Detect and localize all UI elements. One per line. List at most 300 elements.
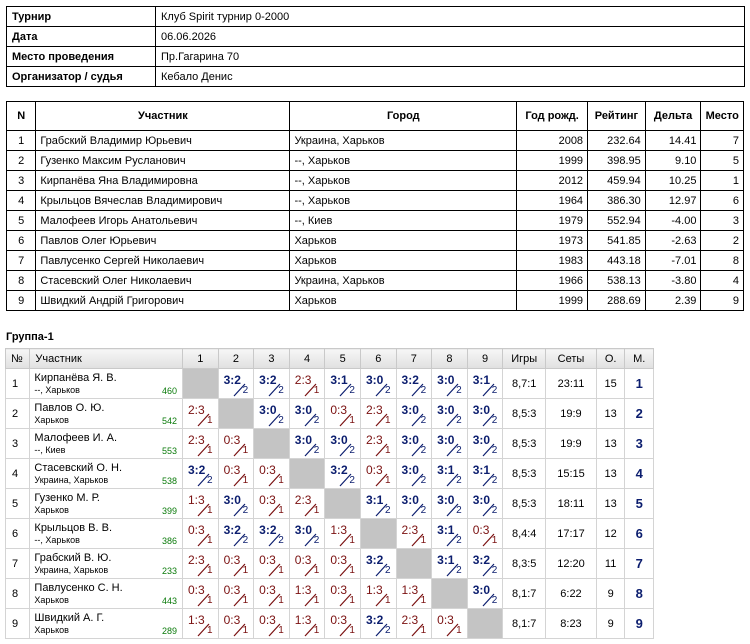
participant-rating: 542 — [161, 416, 177, 426]
table-row — [6, 519, 654, 549]
participant-name: Гузенко Максим Русланович — [36, 151, 290, 171]
match-points: 1 — [207, 595, 213, 606]
match-points: 2 — [491, 595, 498, 606]
participant-cell — [30, 399, 183, 429]
table-row — [6, 579, 654, 609]
table-row — [7, 191, 744, 211]
participant-city: Харьков — [34, 505, 69, 515]
match-points: 2 — [491, 505, 498, 516]
participants-table — [6, 101, 744, 311]
info-value: Пр.Гагарина 70 — [156, 47, 745, 67]
match-points: 2 — [242, 535, 249, 546]
match-points: 1 — [207, 415, 213, 426]
match-points: 1 — [278, 505, 284, 516]
match-score: 3:0 — [472, 433, 491, 447]
match-points: 1 — [349, 535, 355, 546]
points-result: 15 — [596, 369, 624, 399]
match-points: 1 — [456, 625, 462, 636]
table-row — [6, 459, 654, 489]
match-result — [360, 369, 396, 399]
participant-rating: 459.94 — [588, 171, 646, 191]
participant-name: Кирпанёва Я. В. — [34, 372, 117, 384]
match-result — [360, 459, 396, 489]
participant-name: Кирпанёва Яна Владимировна — [36, 171, 290, 191]
participant-name: Малофеев Игорь Анатольевич — [36, 211, 290, 231]
participants-header: Место — [701, 102, 744, 131]
match-score: 0:3 — [259, 583, 276, 597]
participant-birth-year: 1999 — [517, 291, 588, 311]
info-key: Дата — [7, 27, 156, 47]
match-score: 1:3 — [401, 583, 419, 597]
match-result — [360, 399, 396, 429]
row-number: 4 — [6, 459, 30, 489]
participant-place: 6 — [701, 191, 744, 211]
match-points: 1 — [278, 475, 284, 486]
col-points: О. — [596, 349, 624, 369]
match-score: 1:3 — [330, 523, 348, 537]
diagonal-cell — [360, 519, 396, 549]
match-score: 3:0 — [401, 433, 419, 447]
match-result — [289, 549, 325, 579]
participant-cell — [30, 549, 183, 579]
match-result — [218, 609, 254, 639]
info-key: Организатор / судья — [7, 67, 156, 87]
match-score: 3:1 — [472, 373, 491, 387]
match-score: 1:3 — [187, 493, 205, 507]
match-result — [218, 489, 254, 519]
match-score: 2:3 — [401, 613, 419, 627]
match-points: 2 — [207, 475, 213, 486]
place-result: 9 — [625, 609, 654, 639]
info-value: Кебало Денис — [156, 67, 745, 87]
match-score: 0:3 — [223, 583, 241, 597]
sets-result: 12:20 — [546, 549, 597, 579]
participant-place: 2 — [701, 231, 744, 251]
match-result — [182, 519, 218, 549]
participant-rating: 538.13 — [588, 271, 646, 291]
match-score: 1:3 — [294, 583, 312, 597]
place-result: 7 — [625, 549, 654, 579]
match-result — [218, 369, 254, 399]
match-score: 3:0 — [294, 433, 313, 447]
participant-name: Малофеев И. А. — [34, 432, 118, 444]
match-result — [325, 459, 361, 489]
participant-rating: 398.95 — [588, 151, 646, 171]
match-score: 3:0 — [223, 493, 241, 507]
col-opponent: 1 — [182, 349, 218, 369]
match-result — [467, 519, 503, 549]
col-opponent: 9 — [467, 349, 503, 369]
participant-name: Стасевский О. Н. — [34, 462, 123, 474]
match-points: 2 — [456, 415, 462, 426]
place-result: 5 — [625, 489, 654, 519]
match-score: 1:3 — [294, 613, 312, 627]
table-row — [7, 231, 744, 251]
participant-cell — [30, 519, 183, 549]
row-number: 8 — [6, 579, 30, 609]
participant-rating: 289 — [161, 626, 177, 636]
match-points: 1 — [278, 565, 284, 576]
match-score: 1:3 — [187, 613, 205, 627]
col-place: М. — [625, 349, 654, 369]
sets-result: 17:17 — [546, 519, 597, 549]
match-score: 0:3 — [294, 553, 312, 567]
info-row — [7, 7, 745, 27]
match-points: 2 — [456, 475, 462, 486]
col-opponent: 3 — [254, 349, 290, 369]
row-number: 6 — [6, 519, 30, 549]
diagonal-cell — [467, 609, 503, 639]
participant-rating: 443 — [161, 596, 177, 606]
match-score: 2:3 — [294, 493, 312, 507]
match-score: 2:3 — [187, 403, 205, 417]
participant-city: Харьков — [290, 251, 517, 271]
match-score: 3:2 — [259, 373, 277, 387]
sets-result: 19:9 — [546, 399, 597, 429]
match-points: 1 — [349, 595, 355, 606]
match-points: 2 — [456, 445, 462, 456]
match-points: 2 — [456, 535, 462, 546]
match-score: 0:3 — [187, 523, 205, 537]
match-score: 3:0 — [437, 493, 455, 507]
match-score: 2:3 — [365, 403, 383, 417]
sets-result: 6:22 — [546, 579, 597, 609]
match-result — [467, 399, 503, 429]
match-points: 2 — [278, 535, 284, 546]
match-result — [254, 579, 290, 609]
match-result — [432, 399, 468, 429]
match-result — [360, 579, 396, 609]
match-result — [254, 399, 290, 429]
participant-city: Харьков — [34, 595, 69, 605]
games-result: 8,4:4 — [503, 519, 546, 549]
match-result — [254, 519, 290, 549]
match-result — [396, 429, 432, 459]
match-score: 3:0 — [294, 523, 313, 537]
match-result — [360, 609, 396, 639]
match-score: 0:3 — [223, 433, 241, 447]
participant-cell — [30, 489, 183, 519]
participant-place: 5 — [701, 151, 744, 171]
match-points: 1 — [313, 505, 320, 516]
participant-name: Швидкий Андрій Григорович — [36, 291, 290, 311]
match-result — [432, 519, 468, 549]
participant-cell — [30, 579, 183, 609]
match-points: 2 — [384, 505, 391, 516]
participant-place: 4 — [701, 271, 744, 291]
table-row — [6, 549, 654, 579]
participant-name: Швидкий А. Г. — [34, 612, 105, 624]
participant-cell — [30, 459, 183, 489]
match-points: 2 — [242, 505, 249, 516]
info-row — [7, 47, 745, 67]
info-value: 06.06.2026 — [156, 27, 745, 47]
match-score: 0:3 — [330, 403, 348, 417]
table-row — [6, 399, 654, 429]
match-result — [254, 459, 290, 489]
participant-name: Крыльцов В. В. — [34, 522, 113, 534]
table-row — [7, 151, 744, 171]
col-opponent: 5 — [325, 349, 361, 369]
col-games: Игры — [503, 349, 546, 369]
match-result — [432, 609, 468, 639]
match-result — [432, 459, 468, 489]
match-points: 1 — [420, 625, 427, 636]
participant-cell — [30, 609, 183, 639]
participant-birth-year: 2008 — [517, 131, 588, 151]
participant-cell — [30, 429, 183, 459]
match-points: 2 — [313, 445, 320, 456]
points-result: 12 — [596, 519, 624, 549]
match-score: 3:0 — [401, 403, 419, 417]
participant-name: Стасевский Олег Николаевич — [36, 271, 290, 291]
match-points: 1 — [242, 565, 249, 576]
participant-rating: 553 — [161, 446, 177, 456]
participant-delta: -3.80 — [645, 271, 701, 291]
table-row — [7, 251, 744, 271]
table-row — [7, 271, 744, 291]
match-points: 1 — [491, 535, 498, 546]
games-result: 8,5:3 — [503, 399, 546, 429]
participant-number: 1 — [7, 131, 36, 151]
match-points: 1 — [349, 625, 355, 636]
participant-delta: 14.41 — [645, 131, 701, 151]
place-result: 8 — [625, 579, 654, 609]
match-points: 1 — [420, 535, 427, 546]
match-result — [432, 549, 468, 579]
match-result — [182, 429, 218, 459]
match-points: 2 — [456, 565, 462, 576]
row-number: 1 — [6, 369, 30, 399]
participant-birth-year: 1999 — [517, 151, 588, 171]
match-score: 0:3 — [330, 613, 348, 627]
games-result: 8,5:3 — [503, 429, 546, 459]
match-score: 3:0 — [294, 403, 313, 417]
match-score: 0:3 — [223, 613, 241, 627]
place-result: 2 — [625, 399, 654, 429]
participant-rating: 232.64 — [588, 131, 646, 151]
match-points: 2 — [491, 565, 498, 576]
match-points: 1 — [313, 595, 320, 606]
points-result: 13 — [596, 489, 624, 519]
participant-rating: 541.85 — [588, 231, 646, 251]
match-points: 1 — [242, 595, 249, 606]
participant-city: Украина, Харьков — [34, 475, 109, 485]
participant-number: 5 — [7, 211, 36, 231]
participant-delta: -7.01 — [645, 251, 701, 271]
row-number: 3 — [6, 429, 30, 459]
match-score: 3:0 — [330, 433, 348, 447]
participant-rating: 233 — [161, 566, 177, 576]
col-opponent: 8 — [432, 349, 468, 369]
match-score: 3:0 — [472, 583, 491, 597]
match-result — [289, 429, 325, 459]
match-score: 3:2 — [401, 373, 419, 387]
match-result — [396, 609, 432, 639]
participant-birth-year: 1979 — [517, 211, 588, 231]
match-result — [218, 549, 254, 579]
match-points: 2 — [384, 385, 391, 396]
match-score: 2:3 — [294, 373, 312, 387]
match-result — [360, 429, 396, 459]
match-score: 3:0 — [437, 373, 455, 387]
games-result: 8,5:3 — [503, 459, 546, 489]
participant-rating: 460 — [161, 386, 177, 396]
points-result: 13 — [596, 429, 624, 459]
place-result: 6 — [625, 519, 654, 549]
place-result: 3 — [625, 429, 654, 459]
match-score: 3:2 — [223, 523, 241, 537]
match-result — [396, 369, 432, 399]
participant-city: Харьков — [34, 415, 69, 425]
match-score: 3:1 — [437, 523, 455, 537]
match-result — [182, 489, 218, 519]
table-row — [7, 211, 744, 231]
row-number: 9 — [6, 609, 30, 639]
match-score: 3:2 — [259, 523, 277, 537]
match-result — [432, 369, 468, 399]
match-result — [467, 429, 503, 459]
match-score: 3:0 — [259, 403, 277, 417]
match-score: 3:1 — [330, 373, 348, 387]
match-result — [396, 459, 432, 489]
match-score: 3:0 — [365, 373, 384, 387]
tournament-info-table — [6, 6, 745, 87]
match-result — [396, 489, 432, 519]
diagonal-cell — [432, 579, 468, 609]
sets-result: 18:11 — [546, 489, 597, 519]
match-points: 2 — [278, 415, 284, 426]
diagonal-cell — [396, 549, 432, 579]
match-points: 2 — [491, 445, 498, 456]
place-result: 4 — [625, 459, 654, 489]
diagonal-cell — [182, 369, 218, 399]
table-row — [7, 171, 744, 191]
row-number: 5 — [6, 489, 30, 519]
match-result — [325, 399, 361, 429]
participants-header: Рейтинг — [588, 102, 646, 131]
match-score: 1:3 — [365, 583, 383, 597]
match-score: 0:3 — [259, 493, 276, 507]
match-result — [396, 579, 432, 609]
match-result — [467, 459, 503, 489]
place-result: 1 — [625, 369, 654, 399]
participant-delta: 10.25 — [645, 171, 701, 191]
col-opponent: 4 — [289, 349, 325, 369]
points-result: 11 — [596, 549, 624, 579]
match-score: 3:0 — [472, 403, 491, 417]
match-points: 2 — [313, 535, 320, 546]
match-points: 2 — [349, 385, 355, 396]
participant-name: Крыльцов Вячеслав Владимирович — [36, 191, 290, 211]
match-score: 0:3 — [223, 463, 241, 477]
participant-delta: 2.39 — [645, 291, 701, 311]
match-points: 1 — [242, 445, 249, 456]
match-result — [289, 489, 325, 519]
match-score: 3:1 — [437, 553, 455, 567]
participant-city: --, Киев — [34, 445, 66, 455]
match-result — [325, 519, 361, 549]
match-result — [218, 579, 254, 609]
participant-birth-year: 1983 — [517, 251, 588, 271]
match-result — [218, 459, 254, 489]
participant-city: Харьков — [290, 291, 517, 311]
points-result: 9 — [596, 609, 624, 639]
match-points: 2 — [349, 475, 355, 486]
sets-result: 23:11 — [546, 369, 597, 399]
match-result — [289, 519, 325, 549]
table-row — [7, 291, 744, 311]
sets-result: 19:9 — [546, 429, 597, 459]
participant-city: --, Харьков — [290, 151, 517, 171]
match-points: 1 — [207, 625, 213, 636]
match-result — [289, 609, 325, 639]
match-score: 3:0 — [472, 493, 491, 507]
match-score: 3:2 — [187, 463, 206, 477]
participants-header: Год рожд. — [517, 102, 588, 131]
row-number: 7 — [6, 549, 30, 579]
points-result: 13 — [596, 459, 624, 489]
participant-place: 8 — [701, 251, 744, 271]
table-row — [6, 429, 654, 459]
match-points: 1 — [420, 595, 427, 606]
diagonal-cell — [289, 459, 325, 489]
match-points: 2 — [456, 505, 462, 516]
match-points: 1 — [349, 415, 355, 426]
match-score: 0:3 — [259, 553, 276, 567]
col-opponent: 6 — [360, 349, 396, 369]
participant-number: 2 — [7, 151, 36, 171]
participant-city: --, Харьков — [290, 171, 517, 191]
diagonal-cell — [254, 429, 290, 459]
games-result: 8,5:3 — [503, 489, 546, 519]
games-result: 8,3:5 — [503, 549, 546, 579]
match-result — [218, 429, 254, 459]
games-result: 8,7:1 — [503, 369, 546, 399]
participants-header: Участник — [36, 102, 290, 131]
col-sets: Сеты — [546, 349, 597, 369]
match-points: 2 — [242, 385, 249, 396]
match-result — [467, 549, 503, 579]
match-points: 1 — [384, 595, 391, 606]
match-result — [182, 579, 218, 609]
match-result — [325, 549, 361, 579]
match-result — [432, 429, 468, 459]
participant-name: Павлусенко Сергей Николаевич — [36, 251, 290, 271]
participant-rating: 399 — [161, 506, 177, 516]
info-row — [7, 67, 745, 87]
info-key: Турнир — [7, 7, 156, 27]
match-points: 2 — [491, 415, 498, 426]
diagonal-cell — [218, 399, 254, 429]
participant-city: Харьков — [290, 231, 517, 251]
participant-city: --, Харьков — [290, 191, 517, 211]
match-points: 2 — [420, 415, 427, 426]
match-result — [289, 369, 325, 399]
diagonal-cell — [325, 489, 361, 519]
match-score: 2:3 — [187, 433, 205, 447]
participant-rating: 386.30 — [588, 191, 646, 211]
match-result — [182, 459, 218, 489]
match-points: 2 — [384, 565, 391, 576]
match-score: 3:0 — [401, 493, 419, 507]
match-result — [182, 549, 218, 579]
participant-city: Украина, Харьков — [34, 565, 109, 575]
match-score: 0:3 — [223, 553, 241, 567]
participant-birth-year: 1973 — [517, 231, 588, 251]
match-result — [360, 489, 396, 519]
info-value: Клуб Spirit турнир 0-2000 — [156, 7, 745, 27]
